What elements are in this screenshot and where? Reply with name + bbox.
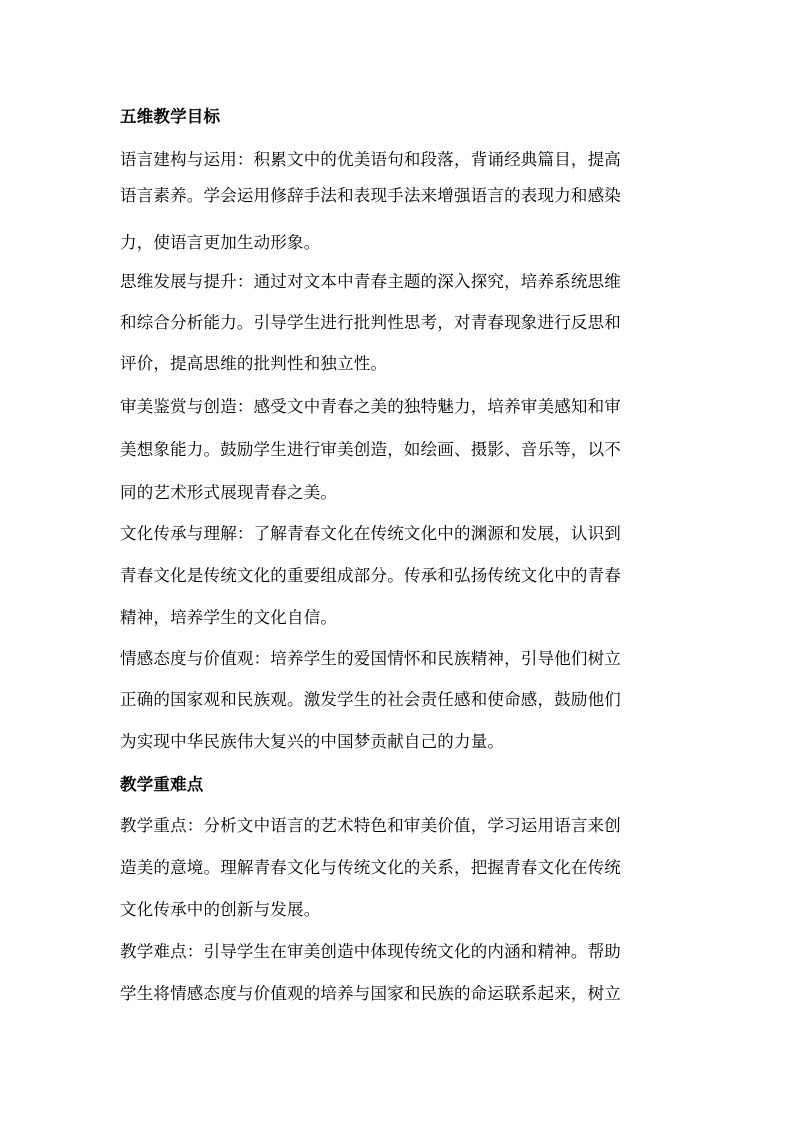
keypoint-focus-line-2: 造美的意境。理解青春文化与传统文化的关系，把握青春文化在传统	[120, 858, 621, 877]
keypoint-difficulty-line-2: 学生将情感态度与价值观的培养与国家和民族的命运联系起来，树立	[120, 984, 621, 1003]
section-heading-objectives: 五维教学目标	[120, 107, 221, 126]
keypoint-focus-line-3: 文化传承中的创新与发展。	[120, 900, 321, 919]
objective-culture-line-3: 精神，培养学生的文化自信。	[120, 608, 338, 627]
objective-values-line-3: 为实现中华民族伟大复兴的中国梦贡献自己的力量。	[120, 732, 505, 751]
objective-language-line-1: 语言建构与运用：积累文中的优美语句和段落，背诵经典篇目，提高	[120, 150, 621, 169]
keypoint-focus-line-1: 教学重点：分析文中语言的艺术特色和审美价值，学习运用语言来创	[120, 816, 621, 835]
section-heading-keypoints: 教学重难点	[120, 775, 204, 794]
objective-thinking-line-2: 和综合分析能力。引导学生进行批判性思考，对青春现象进行反思和	[120, 313, 621, 332]
objective-language-line-2: 语言素养。学会运用修辞手法和表现手法来增强语言的表现力和感染	[120, 186, 621, 205]
objective-aesthetic-line-1: 审美鉴赏与创造：感受文中青春之美的独特魅力，培养审美感知和审	[120, 397, 621, 416]
objective-aesthetic-line-2: 美想象能力。鼓励学生进行审美创造，如绘画、摄影、音乐等，以不	[120, 440, 621, 459]
objective-thinking-line-1: 思维发展与提升：通过对文本中青春主题的深入探究，培养系统思维	[120, 272, 621, 291]
objective-thinking-line-3: 评价，提高思维的批判性和独立性。	[120, 354, 388, 373]
objective-culture-line-1: 文化传承与理解：了解青春文化在传统文化中的渊源和发展，认识到	[120, 524, 621, 543]
objective-values-line-1: 情感态度与价值观：培养学生的爱国情怀和民族精神，引导他们树立	[120, 649, 621, 668]
objective-culture-line-2: 青春文化是传统文化的重要组成部分。传承和弘扬传统文化中的青春	[120, 566, 621, 585]
objective-aesthetic-line-3: 同的艺术形式展现青春之美。	[120, 483, 338, 502]
objective-values-line-2: 正确的国家观和民族观。激发学生的社会责任感和使命感，鼓励他们	[120, 690, 621, 709]
objective-language-line-3: 力，使语言更加生动形象。	[120, 233, 321, 252]
keypoint-difficulty-line-1: 教学难点：引导学生在审美创造中体现传统文化的内涵和精神。帮助	[120, 942, 621, 961]
